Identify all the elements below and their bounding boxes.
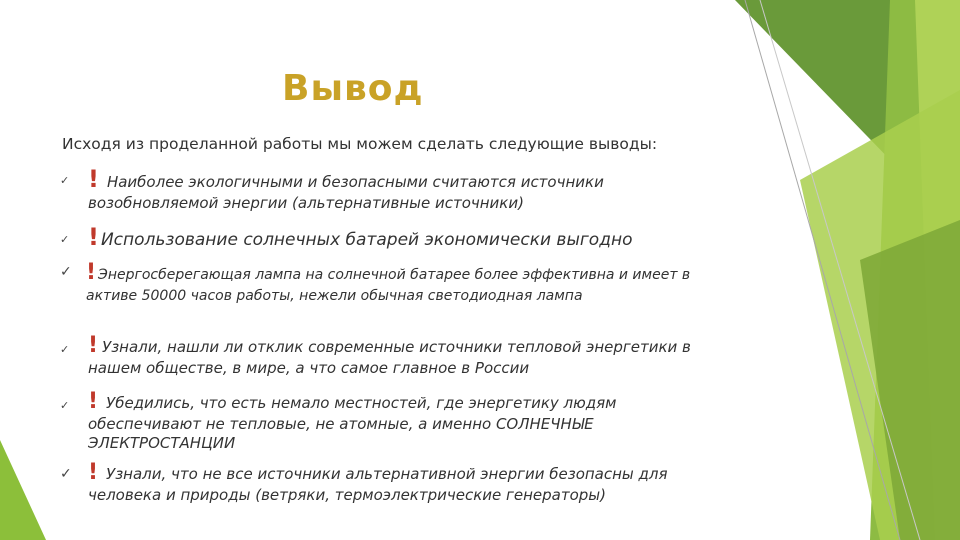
check-icon: ✓ [60,343,70,356]
exclamation-icon: ! [88,333,99,358]
list-item-text: Узнали, что не все источники альтернативной энергии безопасны для человека и природы (ветряки, термоэлектрические генераторы) [88,465,668,504]
list-item-text: Убедились, что есть немало местностей, где энергетику людям обеспечивают не тепловые, не атомные, а именно СОЛНЕЧНЫЕ ЭЛЕКТРОСТАНЦИИ [88,394,617,452]
check-icon: ✓ [60,264,72,280]
list-item-paragraph [88,333,708,377]
check-icon: ✓ [60,174,70,187]
list-item-text: Наиболее экологичными и безопасными считаются источники возобновляемой энергии (альтернативные источники) [88,173,604,212]
exclamation-icon: ! [88,389,99,414]
slide-title: Вывод [282,68,424,109]
list-item-text: Узнали, нашли ли отклик современные источники тепловой энергетики в нашем обществе, в мире, а что самое главное в России [88,338,691,377]
list-item-text: Энергосберегающая лампа на солнечной батарее более эффективна и имеет в активе 50000 часов работы, нежели обычная светодиодная лампа [86,267,691,304]
exclamation-icon: ! [88,165,99,193]
exclamation-icon: ! [88,223,99,251]
list-item-paragraph [88,389,724,452]
list-item-paragraph [88,223,728,251]
list-item-text: Использование солнечных батарей экономически выгодно [100,230,633,250]
check-icon: ✓ [60,399,70,412]
list-item-paragraph [86,260,722,304]
exclamation-icon: ! [86,260,97,285]
bottom-left-triangle [0,440,46,540]
check-icon: ✓ [60,233,70,246]
exclamation-icon: ! [88,460,99,485]
intro-text: Исходя из проделанной работы мы можем сделать следующие выводы: [62,135,658,153]
check-icon: ✓ [60,466,72,482]
list-item-paragraph [88,460,708,504]
list-item-paragraph [88,165,688,212]
